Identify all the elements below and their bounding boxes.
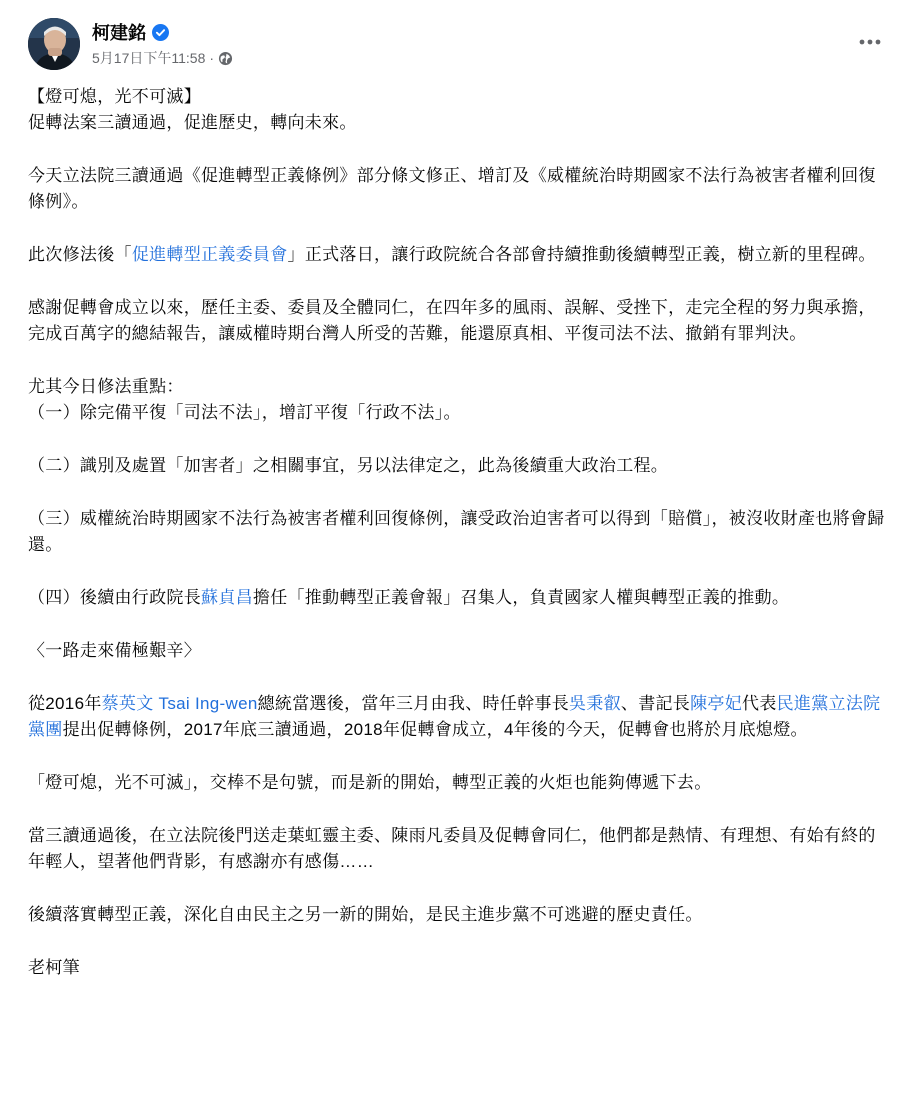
post-text: 代表	[742, 694, 777, 713]
author-name[interactable]: 柯建銘	[92, 23, 146, 43]
post-paragraph	[28, 242, 892, 268]
mention-link[interactable]: 促進轉型正義委員會	[131, 245, 288, 264]
post-text: 從2016年	[28, 694, 102, 713]
post-timestamp[interactable]: 5月17日下午11:58	[92, 50, 206, 66]
post-paragraph	[28, 84, 892, 136]
post-text: 〈一路走來備極艱辛〉	[28, 641, 201, 660]
post-text: 提出促轉條例，2017年底三讀通過，2018年促轉會成立，4年後的今天，促轉會也將於月底熄燈。	[62, 720, 808, 739]
post-paragraph	[28, 585, 892, 611]
author-avatar[interactable]	[28, 18, 80, 70]
post-text: 尤其今日修法重點：	[28, 377, 184, 396]
post-paragraph	[28, 506, 892, 558]
avatar-photo	[28, 18, 80, 70]
post-text: 」正式落日，讓行政院統合各部會持續推動後續轉型正義，樹立新的里程碑。	[287, 245, 876, 264]
post-text: 、書記長	[620, 694, 691, 713]
post-text: 擔任「推動轉型正義會報」召集人，負責國家人權與轉型正義的推動。	[252, 588, 790, 607]
post-text: （三）威權統治時期國家不法行為被害者權利回復條例，讓受政治迫害者可以得到「賠償」，被沒收財產也將會歸還。	[28, 509, 885, 554]
post-signature: 老柯筆	[28, 958, 80, 977]
post-headline: 【燈可熄，光不可滅】	[28, 87, 201, 106]
post-paragraph	[28, 295, 892, 347]
author-line	[92, 19, 169, 45]
post-text: （四）後續由行政院長	[28, 588, 201, 607]
post-paragraph	[28, 453, 892, 479]
post-body	[28, 84, 892, 981]
mention-link[interactable]: 蘇貞昌	[201, 588, 253, 607]
post-text: （一）除完備平復「司法不法」，增訂平復「行政不法」。	[28, 403, 461, 422]
post-text: （二）識別及處置「加害者」之相關事宜，另以法律定之，此為後續重大政治工程。	[28, 456, 669, 475]
post-text: 後續落實轉型正義，深化自由民主之另一新的開始，是民主進步黨不可逃避的歷史責任。	[28, 905, 703, 924]
post-paragraph	[28, 823, 892, 875]
post-paragraph	[28, 955, 892, 981]
post-header	[28, 18, 892, 74]
verified-badge-icon	[152, 24, 169, 41]
post-meta	[92, 48, 233, 68]
post-paragraph	[28, 638, 892, 664]
post-text: 總統當選後，當年三月由我、時任幹事長	[257, 694, 569, 713]
post-text: 「燈可熄，光不可滅」，交棒不是句號，而是新的開始，轉型正義的火炬也能夠傳遞下去。	[28, 773, 712, 792]
more-options-icon[interactable]	[852, 24, 888, 60]
mention-link[interactable]: 陳亭妃	[690, 694, 743, 713]
post-text: 當三讀通過後，在立法院後門送走葉虹靈主委、陳雨凡委員及促轉會同仁，他們都是熱情、有理想、有始有終的年輕人，望著他們背影，有感謝亦有感傷……	[28, 826, 876, 871]
mention-link[interactable]: 民進黨立法院黨團	[28, 694, 881, 739]
post-paragraph	[28, 770, 892, 796]
meta-separator: ·	[209, 50, 215, 66]
post-paragraph	[28, 374, 892, 426]
post-text: 感謝促轉會成立以來，歷任主委、委員及全體同仁，在四年多的風雨、誤解、受挫下，走完全程的努力與承擔，完成百萬字的總結報告，讓威權時期台灣人所受的苦難，能還原真相、平復司法不法、撤銷有罪判決。	[28, 298, 876, 343]
post-text: 此次修法後「	[28, 245, 132, 264]
post-paragraph	[28, 163, 892, 215]
post-paragraph	[28, 902, 892, 928]
post-text: 促轉法案三讀通過，促進歷史，轉向未來。	[28, 113, 357, 132]
post-text: 今天立法院三讀通過《促進轉型正義條例》部分條文修正、增訂及《威權統治時期國家不法行為被害者權利回復條例》。	[28, 166, 876, 211]
mention-link[interactable]: 蔡英文 Tsai Ing-wen	[101, 694, 258, 713]
globe-icon[interactable]	[218, 51, 233, 66]
mention-link[interactable]: 吳秉叡	[569, 694, 621, 713]
post-paragraph	[28, 691, 892, 743]
